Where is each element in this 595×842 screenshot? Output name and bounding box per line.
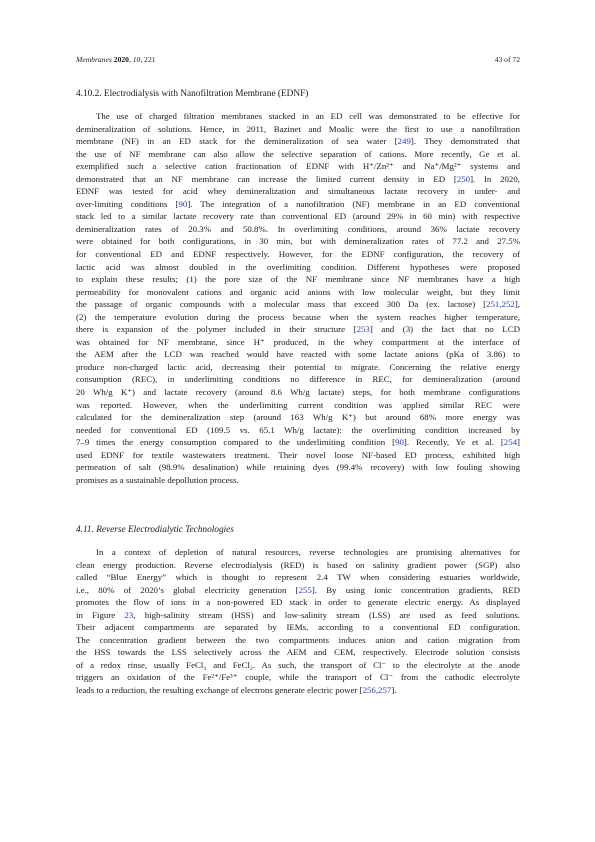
text-line: the use of NF membrane can also allow the selective separation of cations. More recently, Ge et al.	[76, 148, 520, 159]
text-line: Their adjacent compartments are separated by IEMs, according to a conventional ED configuration.	[76, 622, 520, 633]
text-line: produce non-charged lactic acid, decreasing their potential to migrate. Concerning the relative energy	[76, 361, 520, 372]
citation-link[interactable]: 90	[395, 437, 404, 448]
section-heading-4-10-2: 4.10.2. Electrodialysis with Nanofiltration Membrane (EDNF)	[76, 89, 309, 99]
text-line: the passage of organic compounds with a molecular mass that exceed 300 Da (ex. lactose) [251,252],	[76, 299, 520, 310]
text-line: promises as a sustainable depollution process.	[76, 474, 239, 485]
text-line: permeation of salt (98.9% desalination) while retaining dyes (99.4% recovery) with low fouling showing	[76, 462, 520, 473]
section-heading-4-11: 4.11. Reverse Electrodialytic Technologies	[76, 525, 234, 535]
citation-link[interactable]: 256,257	[362, 685, 392, 696]
text-line: EDNF was tested for acid whey demineralization and simultaneous lactate recovery in under- and	[76, 186, 520, 197]
citation-link[interactable]: 250	[456, 173, 471, 184]
citation-link[interactable]: 90	[178, 198, 188, 209]
text-line: The concentration gradient between the two compartments induces anion and cation migration from	[76, 634, 520, 645]
text-line: demonstrated that an NF membrane can increase the limited current density in ED [250]. In 2020,	[76, 173, 520, 184]
text-line: (2) the temperature evolution during the process because when the system reaches higher temperature,	[76, 311, 520, 322]
text-line: promotes the flow of ions in a non-powered ED stack in order to generate electric energy. As displayed	[76, 597, 520, 608]
text-line: were obtained for both configurations, in 30 min, but with demineralization rates of 77.2 and 27.5%	[76, 236, 520, 247]
journal-citation: Membranes 2020, 10, 221	[76, 55, 156, 64]
text-line: was obtained for NF membrane, since H⁺ produced, in the whey compartment at the interface of	[76, 336, 520, 347]
figure-link[interactable]: 23	[124, 609, 134, 620]
text-line: triggers an oxidation of the Fe²⁺/Fe³⁺ couple, while the transport of Cl⁻ from the cathodic electrolyte	[76, 672, 520, 683]
text-line: calculated for the demineralization step (around 163 Wh/g K⁺) but around 68% more energy was	[76, 412, 520, 423]
journal-volume: 10	[132, 55, 141, 64]
text-line: In a context of depletion of natural resources, reverse technologies are promising alternatives for	[96, 547, 520, 557]
text-line: demineralization rates of 20.3% and 50.8%. In overlimiting conditions, around 36% lactate recovery	[76, 223, 520, 234]
text-line: for conventional ED and EDNF respectively. However, for the EDNF configuration, the recovery of	[76, 249, 520, 260]
page-number: 43 of 72	[494, 55, 520, 64]
text-line: permeability for monovalent cations and organic acid anions with low molecular weight, but they limit	[76, 286, 520, 297]
citation-link[interactable]: 251,252	[486, 299, 515, 310]
citation-link[interactable]: 249	[397, 136, 411, 147]
paragraph-ednf	[76, 110, 520, 486]
text-line: stack led to a similar lactate recovery rate than conventional ED (around 29% in 60 min) with respective	[76, 211, 520, 222]
text-line: over-limiting conditions [90]. The integration of a nanofiltration (NF) membrane in an ED conventional	[76, 198, 520, 209]
text-line: the HSS towards the LSS selectively across the AEM and CEM, respectively. Electrode solution consists	[76, 647, 520, 658]
text-line: to explain these results; (1) the pore size of the NF membrane since NF membranes have a high	[76, 274, 520, 285]
citation-link[interactable]: 253	[356, 324, 370, 335]
text-line: exemplified such a selective cation fractionation of EDNF with H⁺/Zn²⁺ and Na⁺/Mg²⁺ systems and	[76, 161, 520, 172]
text-line: called “Blue Energy” which is thought to represent 2.4 TW when considering estuaries worldwide,	[76, 572, 520, 583]
text-line: 7–9 times the energy consumption compared to the underlimiting condition [90]. Recently, Ye et al. [254]	[76, 437, 520, 448]
paragraph-reverse-electrodialysis	[76, 546, 520, 697]
text-line: consumption (REC), in underlimiting conditions no difference in REC, for demineralization (around	[76, 374, 520, 385]
citation-link[interactable]: 255	[298, 584, 312, 595]
text-line: The use of charged filtration membranes stacked in an ED cell was demonstrated to be effective for	[96, 111, 520, 121]
text-line: there is expansion of the polymer included in their structure [253] and (3) the fact that no LCD	[76, 324, 520, 335]
text-line: membrane (NF) in an ED stack for the demineralization of sea water [249]. They demonstrated that	[76, 136, 520, 147]
text-line: was reported. However, when the underlimiting current condition was applied similar REC were	[76, 399, 520, 410]
text-line: leads to a reduction, the resulting exchange of electrons generate electric power [256,257].	[76, 685, 397, 696]
text-line: clean energy production. Reverse electrodialysis (RED) is based on salinity gradient power (SGP) also	[76, 559, 520, 570]
text-line: i.e., 80% of 2020’s global electricity generation [255]. By using ionic concentration gradients, RED	[76, 584, 520, 595]
citation-link[interactable]: 254	[503, 437, 518, 448]
text-line: lactic acid was almost doubled in the overlimiting condition. Different hypotheses were proposed	[76, 261, 520, 272]
text-line: of a redox rinse, usually FeCl₃ and FeCl₂. As such, the transport of Cl⁻ to the electrolyte at the anode	[76, 659, 520, 670]
text-line: the AEM after the LCD was reached would have reacted with some lactate anions (pKa of 3.86) to	[76, 349, 520, 360]
text-line: in Figure 23, high-salinity stream (HSS) and low-salinity stream (LSS) are used as feed solutions.	[76, 609, 520, 620]
journal-year: 2020	[113, 55, 129, 64]
journal-name: Membranes	[76, 55, 112, 64]
text-line: demineralization of solutions. Hence, in 2011, Bazinet and Moalic were the first to use a nanofiltration	[76, 123, 520, 134]
running-head	[76, 55, 520, 67]
text-line: needed for conventional ED (109.5 vs. 65.1 Wh/g lactate): the overlimiting condition increased by	[76, 424, 520, 435]
text-line: used EDNF for textile wastewaters treatment. Their novel loose NF-based ED process, exhibited high	[76, 449, 520, 460]
article-number: 221	[144, 55, 156, 64]
text-line: 20 Wh/g K⁺) and lactate recovery (around 8.6 Wh/g lactate) steps, for both membrane configurations	[76, 387, 520, 398]
